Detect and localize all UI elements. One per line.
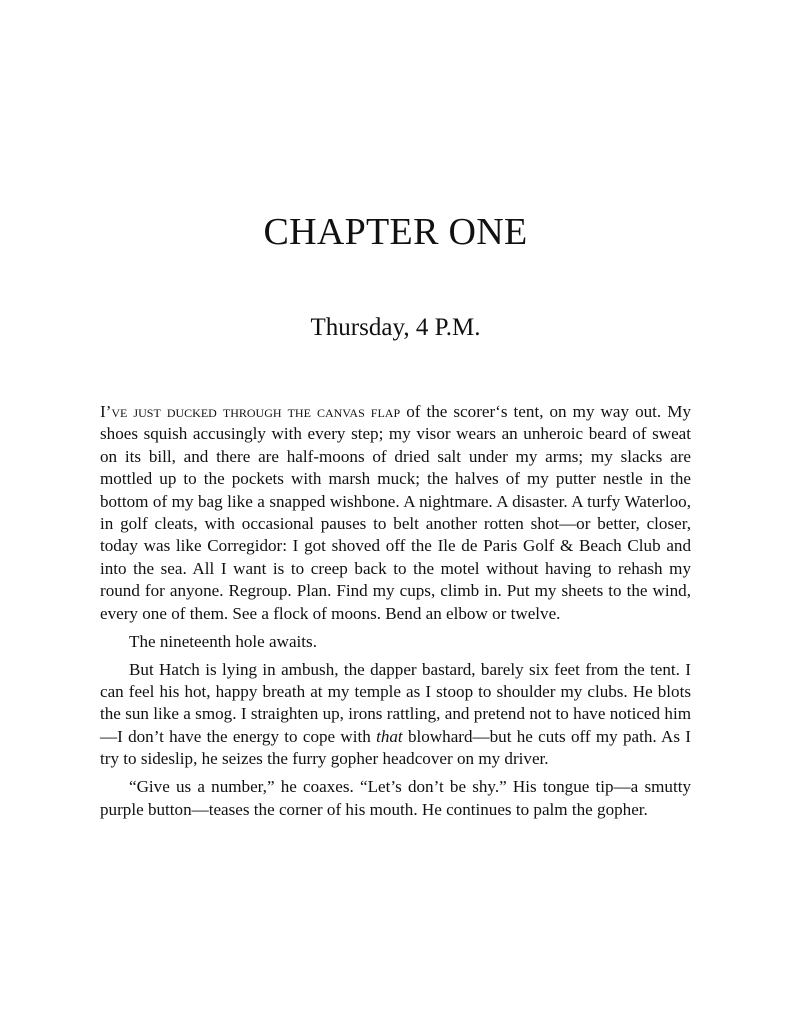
paragraph-emphasis: that — [376, 726, 403, 746]
paragraph-4 — [100, 776, 691, 821]
chapter-subtitle: Thursday, 4 P.M. — [310, 314, 481, 341]
paragraph-text: The nineteenth hole awaits. — [129, 631, 317, 651]
paragraph-text-before: But Hatch is lying in ambush, the dapper bastard, barely six feet from the tent. I can feel his hot, happy breath at my temple as I stoop to shoulder my clubs. He blots the sun like a smog. I straighten up, irons rattling, and pretend not to have noticed him—I don’t have the energy to cope with — [100, 659, 691, 746]
paragraph-1 — [100, 401, 691, 625]
paragraph-lead-in: I’ve just ducked through the canvas flap — [100, 402, 401, 421]
paragraph-text-after: blowhard—but he cuts off my path. As I try to sideslip, he seizes the furry gopher headcover on my driver. — [100, 726, 691, 769]
chapter-title: CHAPTER ONE — [263, 211, 528, 253]
paragraph-2 — [100, 631, 691, 653]
paragraph-text: of the scorer‘s tent, on my way out. My shoes squish accusingly with every step; my visor wears an unheroic beard of sweat on its bill, and there are half-moons of dried salt under my arms; my slacks are mottled up to the pockets with marsh muck; the halves of my putter nestle in the bottom of my bag like a snapped wishbone. A nightmare. A disaster. A turfy Waterloo, in golf cleats, with occasional pauses to belt another rotten shot—or better, closer, today was like Corregidor: I got shoved off the Ile de Paris Golf & Beach Club and into the sea. All I want is to creep back to the motel without having to rehash my round for anyone. Regroup. Plan. Find my cups, climb in. Put my sheets to the wind, every one of them. See a flock of moons. Bend an elbow or twelve. — [100, 402, 691, 623]
chapter-body — [100, 401, 691, 827]
paragraph-text: “Give us a number,” he coaxes. “Let’s don’t be shy.” His tongue tip—a smutty purple button—teases the corner of his mouth. He continues to palm the gopher. — [100, 777, 691, 819]
paragraph-3 — [100, 659, 691, 771]
